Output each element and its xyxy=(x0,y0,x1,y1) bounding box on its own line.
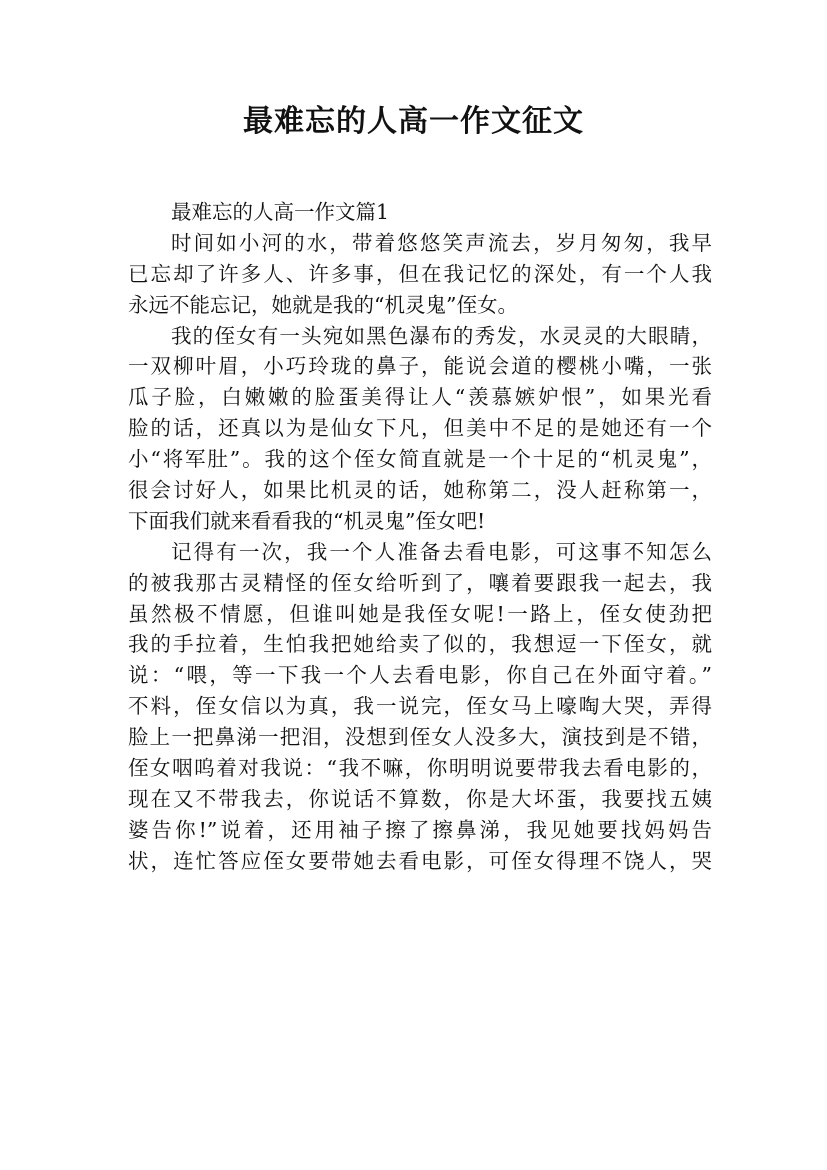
text-line: 状，连忙答应侄女要带她去看电影，可侄女得理不饶人，哭 xyxy=(128,848,712,873)
text-line: 已忘却了许多人、许多事，但在我记忆的深处，有一个人我 xyxy=(128,261,712,286)
text-line: 我的侄女有一头宛如黑色瀑布的秀发，水灵灵的大眼睛， xyxy=(171,323,712,348)
document-title: 最难忘的人高一作文征文 xyxy=(243,104,584,139)
text-line: 脸上一把鼻涕一把泪，没想到侄女人没多大，演技到是不错， xyxy=(128,725,712,750)
text-line: 一双柳叶眉，小巧玲珑的鼻子，能说会道的樱桃小嘴，一张 xyxy=(128,354,712,379)
section-heading: 最难忘的人高一作文篇1 xyxy=(171,200,390,224)
text-line: 我的手拉着，生怕我把她给卖了似的，我想逗一下侄女，就 xyxy=(128,632,712,657)
text-line: 时间如小河的水，带着悠悠笑声流去，岁月匆匆，我早 xyxy=(171,230,712,255)
text-line: 脸的话，还真以为是仙女下凡，但美中不足的是她还有一个 xyxy=(128,416,712,441)
text-line: 侄女咽呜着对我说：“我不嘛，你明明说要带我去看电影的， xyxy=(128,756,712,781)
document-body xyxy=(128,197,712,877)
text-line: 婆告你!”说着，还用袖子擦了擦鼻涕，我见她要找妈妈告 xyxy=(128,817,712,842)
text-line: 现在又不带我去，你说话不算数，你是大坏蛋，我要找五姨 xyxy=(128,786,712,811)
text-line: 的被我那古灵精怪的侄女给听到了，嚷着要跟我一起去，我 xyxy=(128,570,712,595)
text-line: 很会讨好人，如果比机灵的话，她称第二，没人赶称第一， xyxy=(128,478,712,503)
text-line: 虽然极不情愿，但谁叫她是我侄女呢!一路上，侄女使劲把 xyxy=(128,601,712,626)
text-line: 下面我们就来看看我的“机灵鬼”侄女吧! xyxy=(128,508,486,533)
text-line: 永远不能忘记，她就是我的“机灵鬼”侄女。 xyxy=(128,292,518,317)
text-line: 不料，侄女信以为真，我一说完，侄女马上嚎啕大哭，弄得 xyxy=(128,694,712,719)
text-line: 记得有一次，我一个人准备去看电影，可这事不知怎么 xyxy=(171,539,712,564)
text-line: 瓜子脸，白嫩嫩的脸蛋美得让人“羡慕嫉妒恨”，如果光看 xyxy=(128,385,712,410)
text-line: 说：“喂，等一下我一个人去看电影，你自己在外面守着。” xyxy=(128,663,712,688)
text-line: 小“将军肚”。我的这个侄女简直就是一个十足的“机灵鬼”， xyxy=(128,447,712,472)
